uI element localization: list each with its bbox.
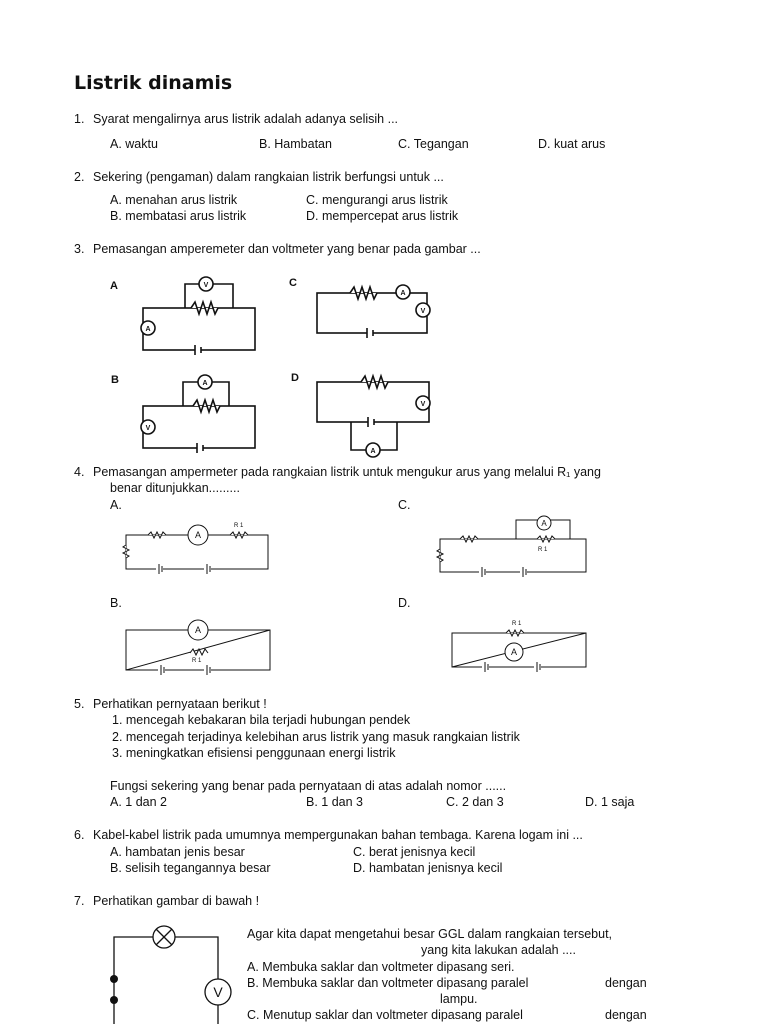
q6-option-c: C. berat jenisnya kecil [353, 845, 476, 859]
q7-option-b-cont2: lampu. [440, 992, 478, 1006]
q4b-ammeter-symbol: A [194, 625, 202, 635]
q5-statement-1: 1. mencegah kebakaran bila terjadi hubungan pendek [112, 713, 411, 727]
q3-label-d: D [291, 372, 299, 384]
q1-option-d: D. kuat arus [538, 137, 606, 151]
q7-option-b: B. Membuka saklar dan voltmeter dipasang paralel [247, 976, 529, 990]
q2-number: 2. [74, 170, 85, 184]
q5-prompt: Fungsi sekering yang benar pada pernyataan di atas adalah nomor ...... [110, 779, 507, 793]
q4-text: Pemasangan ampermeter pada rangkaian listrik untuk mengukur arus yang melalui R₁ yang [93, 465, 601, 479]
q4a-ammeter-symbol: A [194, 530, 202, 540]
q3a-ammeter-symbol: A [145, 326, 151, 333]
q5-option-a: A. 1 dan 2 [110, 795, 167, 809]
q7-voltmeter-symbol: V [213, 984, 223, 1000]
q3a-voltmeter-symbol: V [203, 282, 209, 289]
q7-option-a: A. Membuka saklar dan voltmeter dipasang seri. [247, 960, 515, 974]
q3b-ammeter-symbol: A [202, 380, 208, 387]
q4d-circuit [446, 615, 592, 677]
q7-side-line-2: yang kita lakukan adalah .... [421, 943, 576, 957]
q1-option-c: C. Tegangan [398, 137, 469, 151]
q3-text: Pemasangan amperemeter dan voltmeter yang benar pada gambar ... [93, 242, 481, 256]
q4-text-cont: benar ditunjukkan......... [110, 481, 240, 495]
q4-number: 4. [74, 465, 85, 479]
q4c-circuit [432, 513, 592, 583]
q3d-ammeter-symbol: A [370, 448, 376, 455]
q4a-r1-label: R 1 [234, 523, 244, 529]
q5-statement-2: 2. mencegah terjadinya kelebihan arus listrik yang masuk rangkaian listrik [112, 730, 520, 744]
q5-text: Perhatikan pernyataan berikut ! [93, 697, 267, 711]
q1-option-b: B. Hambatan [259, 137, 332, 151]
q4b-r1-label: R 1 [192, 658, 202, 664]
q1-number: 1. [74, 112, 85, 126]
q6-text: Kabel-kabel listrik pada umumnya mempergunakan bahan tembaga. Karena logam ini ... [93, 828, 583, 842]
q3-circuit-figure [105, 268, 445, 458]
q7-side-line-1: Agar kita dapat mengetahui besar GGL dalam rangkaian tersebut, [247, 927, 613, 941]
q4d-ammeter-symbol: A [510, 647, 518, 657]
q2-option-d: D. mempercepat arus listrik [306, 209, 459, 223]
q7-option-c: C. Menutup saklar dan voltmeter dipasang paralel [247, 1008, 523, 1022]
q4-option-c-label: C. [398, 498, 411, 512]
q3d-voltmeter-symbol: V [420, 401, 426, 408]
q5-option-d: D. 1 saja [585, 795, 635, 809]
q2-option-b: B. membatasi arus listrik [110, 209, 247, 223]
q3-label-b: B [111, 374, 119, 386]
q3b-voltmeter-symbol: V [145, 425, 151, 432]
q5-option-b: B. 1 dan 3 [306, 795, 363, 809]
q7-option-c-cont: dengan [605, 1008, 647, 1022]
q6-option-b: B. selisih tegangannya besar [110, 861, 271, 875]
q1-option-a: A. waktu [110, 137, 158, 151]
q4-option-a-label: A. [110, 498, 122, 512]
q7-text: Perhatikan gambar di bawah ! [93, 894, 260, 908]
q3-number: 3. [74, 242, 85, 256]
q3-label-c: C [289, 277, 297, 289]
q6-number: 6. [74, 828, 85, 842]
q4c-r1-label: R 1 [538, 547, 548, 553]
q3-label-a: A [110, 280, 118, 292]
q1-text: Syarat mengalirnya arus listrik adalah adanya selisih ... [93, 112, 399, 126]
q4c-ammeter-symbol: A [541, 519, 547, 528]
q3c-ammeter-symbol: A [400, 290, 406, 297]
q5-number: 5. [74, 697, 85, 711]
q2-option-a: A. menahan arus listrik [110, 193, 238, 207]
page-title: Listrik dinamis [74, 72, 233, 94]
q4b-circuit [120, 615, 276, 677]
q6-option-d: D. hambatan jenisnya kecil [353, 861, 503, 875]
q5-option-c: C. 2 dan 3 [446, 795, 504, 809]
q4-option-b-label: B. [110, 596, 122, 610]
q3c-voltmeter-symbol: V [420, 308, 426, 315]
q4a-circuit [118, 515, 274, 577]
q4-option-d-label: D. [398, 596, 411, 610]
q2-option-c: C. mengurangi arus listrik [306, 193, 448, 207]
q4d-r1-label: R 1 [512, 621, 522, 627]
q5-statement-3: 3. meningkatkan efisiensi penggunaan energi listrik [112, 746, 396, 760]
q6-option-a: A. hambatan jenis besar [110, 845, 245, 859]
q7-circuit-figure [100, 922, 235, 1024]
q2-text: Sekering (pengaman) dalam rangkaian listrik berfungsi untuk ... [93, 170, 444, 184]
q7-option-b-cont: dengan [605, 976, 647, 990]
q7-number: 7. [74, 894, 85, 908]
